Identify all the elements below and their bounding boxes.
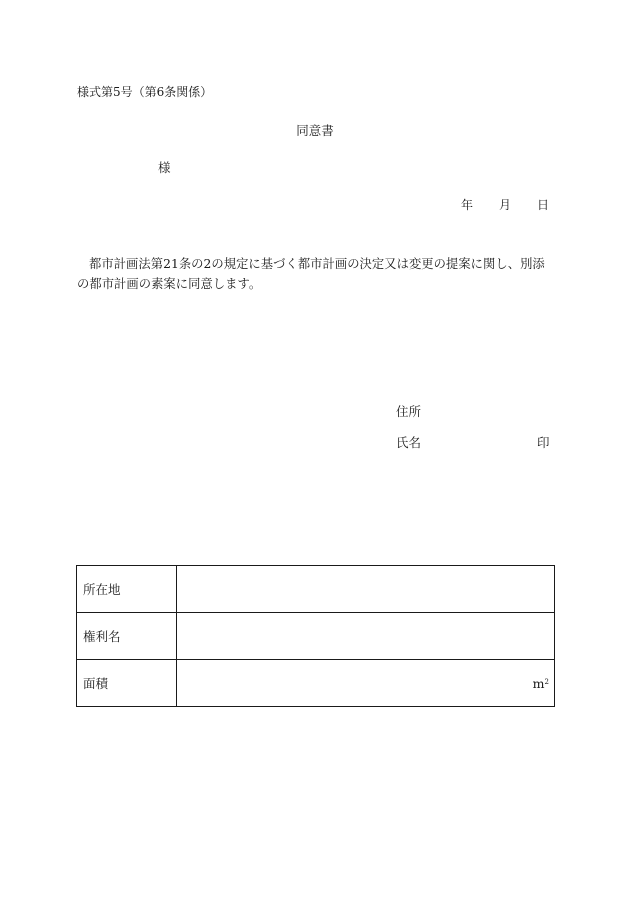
- date-month-label: 月: [498, 198, 511, 212]
- area-label: 面積: [77, 660, 177, 707]
- signer-name-label: 氏名: [396, 435, 422, 450]
- area-value: [177, 660, 555, 707]
- location-value: [177, 566, 555, 613]
- date-day-label: 日: [536, 198, 549, 212]
- form-number: 様式第5号（第6条関係）: [77, 85, 213, 99]
- seal-mark: 印: [537, 435, 550, 450]
- date-line: [461, 199, 549, 211]
- location-label: 所在地: [77, 566, 177, 613]
- property-table: [76, 565, 555, 707]
- area-unit-base: m: [532, 675, 545, 691]
- area-unit: [533, 676, 549, 691]
- right-name-value: [177, 613, 555, 660]
- signer-address-label: 住所: [396, 404, 422, 419]
- consent-statement: 都市計画法第21条の2の規定に基づく都市計画の決定又は変更の提案に関し、別添の都市計画の素案に同意します。: [77, 257, 545, 291]
- date-year-label: 年: [460, 198, 473, 212]
- document-title: 同意書: [296, 123, 334, 138]
- table-row: [77, 613, 555, 660]
- addressee-suffix: 様: [158, 160, 171, 175]
- table-row: [77, 660, 555, 707]
- table-row: [77, 566, 555, 613]
- area-unit-exponent: 2: [544, 677, 549, 686]
- right-name-label: 権利名: [77, 613, 177, 660]
